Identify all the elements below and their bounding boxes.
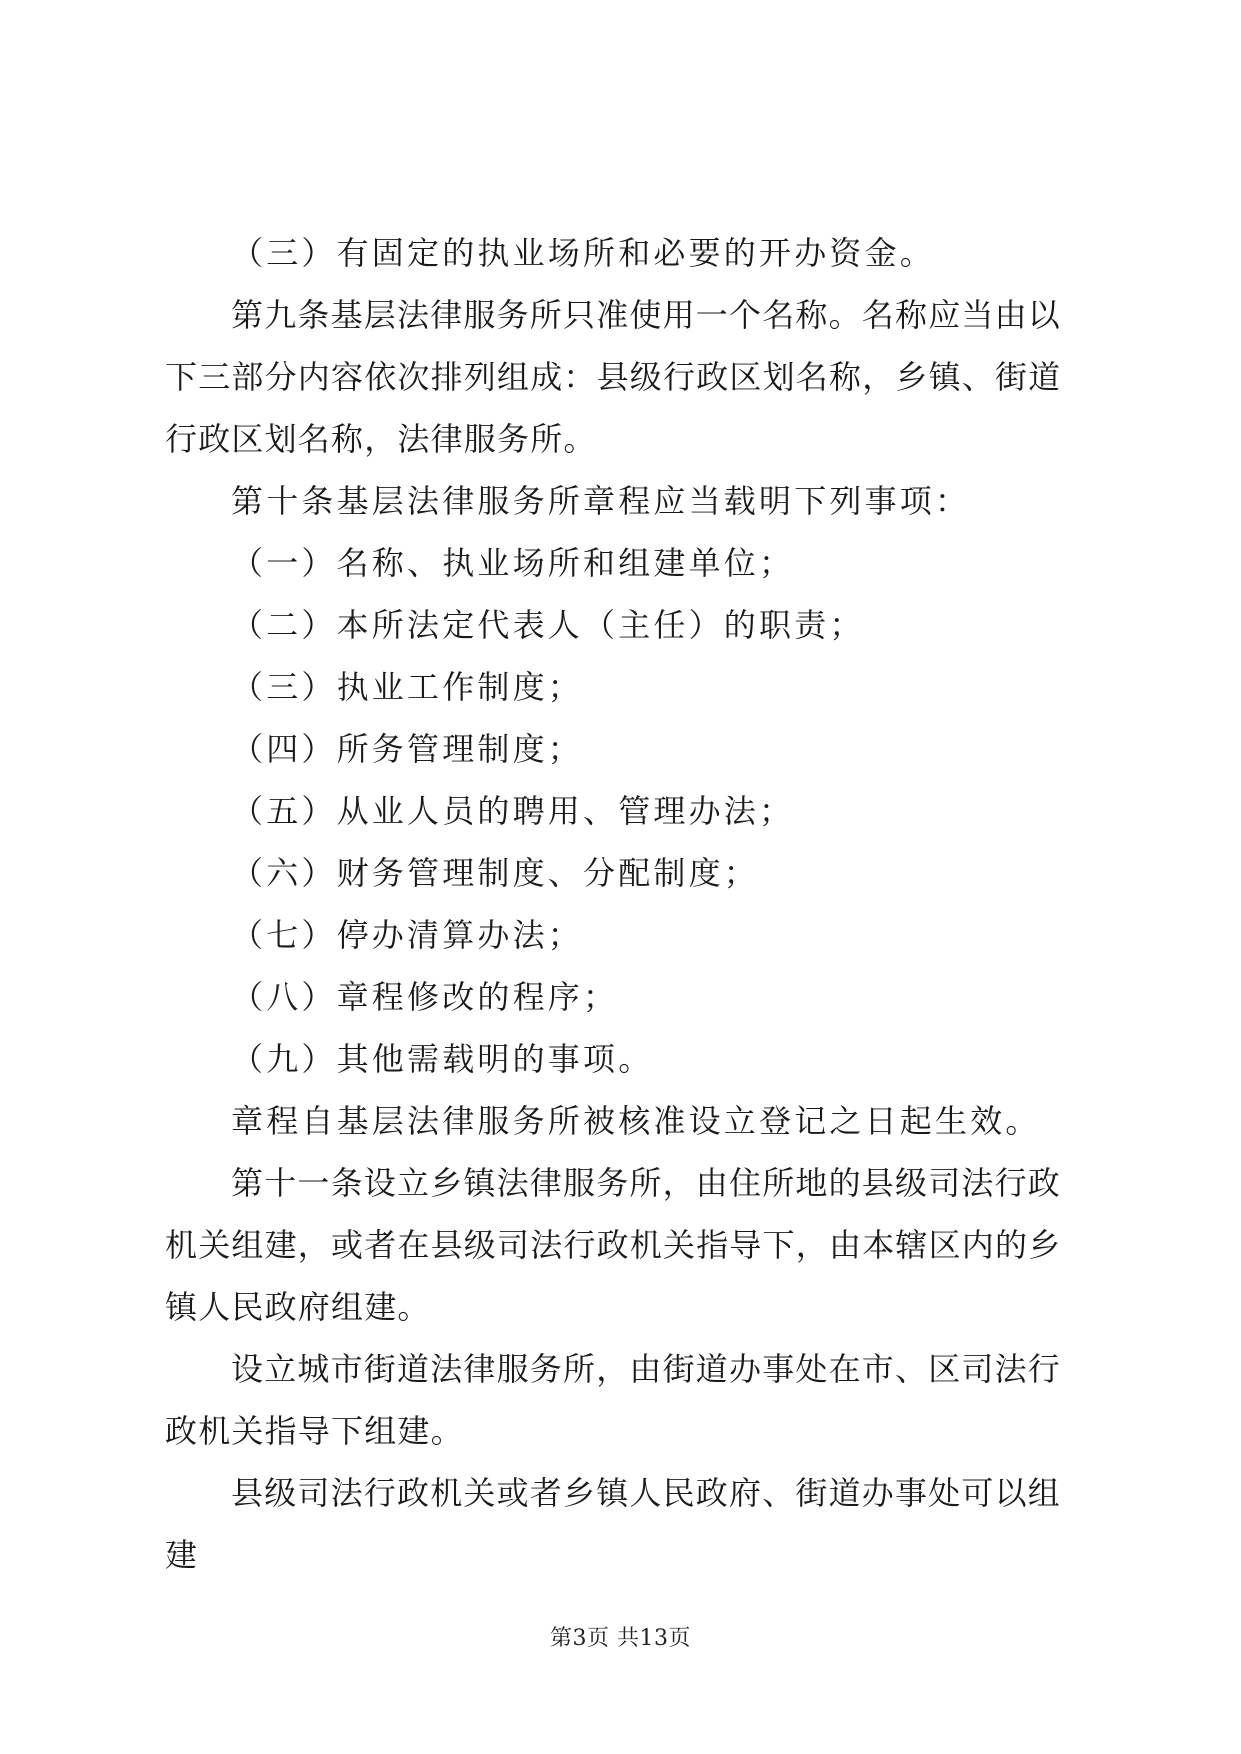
paragraph-item-7: （七）停办清算办法； [231, 916, 584, 954]
paragraph-item-8: （八）章程修改的程序； [231, 978, 619, 1016]
paragraph-item-9: （九）其他需载明的事项。 [231, 1040, 654, 1078]
document-body [165, 222, 1085, 1586]
paragraph-item-5: （五）从业人员的聘用、管理办法； [231, 792, 795, 830]
paragraph-county-organize: 县级司法行政机关或者乡镇人民政府、街道办事处可以组建 [165, 1474, 1062, 1574]
paragraph-article-11: 第十一条设立乡镇法律服务所，由住所地的县级司法行政机关组建，或者在县级司法行政机关指导下，由本辖区内的乡镇人民政府组建。 [165, 1164, 1062, 1326]
paragraph-item-1: （一）名称、执业场所和组建单位； [231, 544, 795, 582]
paragraph-charter-effective: 章程自基层法律服务所被核准设立登记之日起生效。 [231, 1102, 1041, 1140]
paragraph-article-9: 第九条基层法律服务所只准使用一个名称。名称应当由以下三部分内容依次排列组成：县级行政区划名称，乡镇、街道行政区划名称，法律服务所。 [165, 296, 1062, 458]
paragraph-item-2: （二）本所法定代表人（主任）的职责； [231, 606, 865, 644]
paragraph-item-6: （六）财务管理制度、分配制度； [231, 854, 760, 892]
paragraph-article-10: 第十条基层法律服务所章程应当载明下列事项： [231, 482, 971, 520]
page-number-footer: 第3页 共13页 [550, 1626, 691, 1651]
paragraph-item-3-funds: （三）有固定的执业场所和必要的开办资金。 [231, 234, 936, 272]
paragraph-street-office: 设立城市街道法律服务所，由街道办事处在市、区司法行政机关指导下组建。 [165, 1350, 1062, 1450]
paragraph-item-4: （四）所务管理制度； [231, 730, 584, 768]
paragraph-item-3: （三）执业工作制度； [231, 668, 584, 706]
